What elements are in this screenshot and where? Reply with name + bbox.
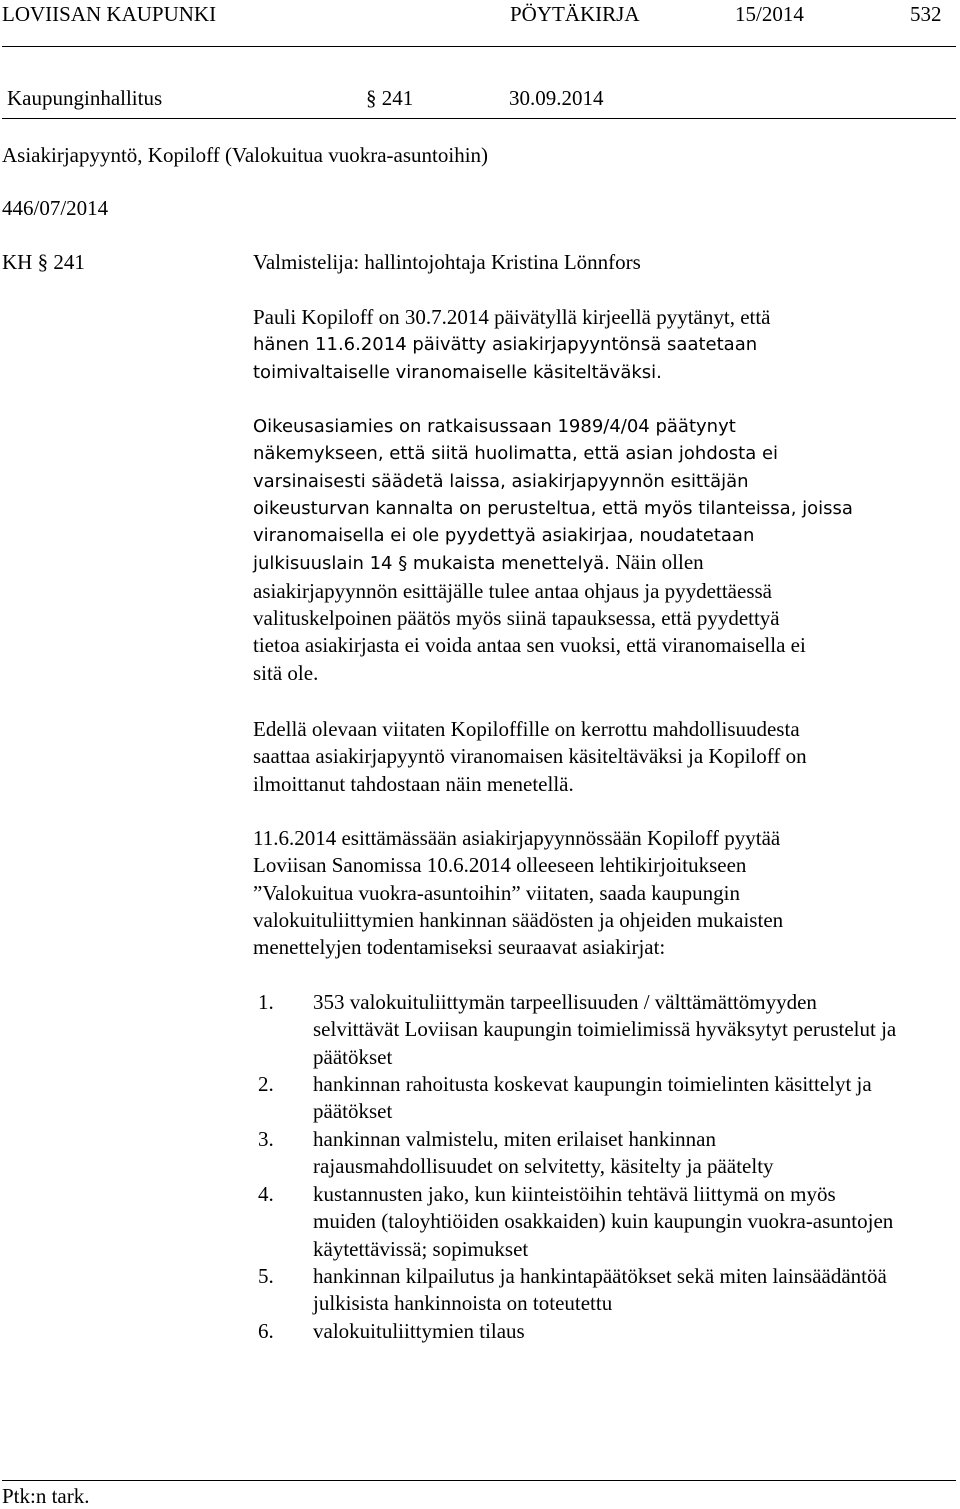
page-number: 532 [910,2,942,26]
footer-initials-label: Ptk:n tark. [2,1484,90,1508]
document-type: PÖYTÄKIRJA [510,2,640,26]
list-item-line: rajausmahdollisuudet on selvitetty, käsitelty ja päätelty [313,1154,774,1179]
text-line: näkemykseen, että siitä huolimatta, että asian johdosta ei [253,443,779,465]
text-line: ilmoittanut tahdostaan näin menetellä. [253,771,574,796]
list-item-line: päätökset [313,1099,393,1124]
list-item-line: päätökset [313,1044,393,1069]
document-number: 15/2014 [735,2,804,26]
paragraph-3 [253,716,807,798]
list-item-line: muiden (taloyhtiöiden osakkaiden) kuin kaupungin vuokra-asuntojen [313,1209,894,1234]
text-line: Pauli Kopiloff on 30.7.2014 päivätyllä kirjeellä pyytänyt, että [253,305,771,329]
paragraph-4 [253,825,783,961]
list-number: 6. [258,1319,274,1343]
paragraph-1 [253,304,771,386]
list-item-line: valokuituliittymien tilaus [313,1319,525,1343]
text-line: saattaa asiakirjapyyntö viranomaisen käsiteltäväksi ja Kopiloff on [253,744,807,769]
text-line: menettelyjen todentamiseksi seuraavat asiakirjat: [253,935,666,960]
case-title: Asiakirjapyyntö, Kopiloff (Valokuitua vuokra-asuntoihin) [2,143,489,167]
text-line: Oikeusasiamies on ratkaisussaan 1989/4/04 päätynyt [253,416,736,437]
meeting-rule [2,118,956,119]
list-item-line: julkisista hankinnoista on toteutettu [313,1291,613,1316]
list-item-line: hankinnan rahoitusta koskevat kaupungin toimielinten käsittelyt ja [313,1072,872,1096]
header-rule [2,46,956,47]
meeting-body: Kaupunginhallitus [7,86,163,110]
list-number: 4. [258,1182,274,1206]
case-label: KH § 241 [2,250,85,274]
list-item-line: hankinnan kilpailutus ja hankintapäätökset sekä miten lainsäädäntöä [313,1264,887,1288]
text-line: asiakirjapyynnön esittäjälle tulee antaa ohjaus ja pyydettäessä [253,578,772,603]
text-segment: Näin ollen [615,550,704,575]
text-line: oikeusturvan kannalta on perusteltua, että myös tilanteissa, joissa [253,497,853,519]
meeting-date: 30.09.2014 [509,86,604,110]
paragraph-2 [253,413,853,687]
text-segment: julkisuuslain 14 § mukaista menettelyä. [253,553,610,575]
text-line: valituskelpoinen päätös myös siinä tapauksessa, että pyydettyä [253,606,780,631]
meeting-section: § 241 [366,86,414,110]
list-number: 1. [258,990,274,1014]
text-line: viranomaisella ei ole pyydettyä asiakirjaa, noudatetaan [253,525,755,547]
text-line: hänen 11.6.2014 päivätty asiakirjapyyntönsä saatetaan [253,334,758,356]
text-line: varsinaisesti säädetä laissa, asiakirjapyynnön esittäjän [253,470,749,492]
text-line: tietoa asiakirjasta ei voida antaa sen vuoksi, että viranomaisella ei [253,633,806,658]
footer-rule [2,1480,956,1481]
city-name: LOVIISAN KAUPUNKI [2,2,217,26]
list-number: 2. [258,1072,274,1096]
list-item-line: 353 valokuituliittymän tarpeellisuuden / välttämättömyyden [313,990,817,1014]
list-item-line: selvittävät Loviisan kaupungin toimielimissä hyväksytyt perustelut ja [313,1017,897,1042]
text-line: valokuituliittymien hankinnan säädösten ja ohjeiden mukaisten [253,907,784,932]
reference-number: 446/07/2014 [2,196,109,220]
text-line: Edellä olevaan viitaten Kopiloffille on kerrottu mahdollisuudesta [253,717,800,741]
text-line: sitä ole. [253,660,319,685]
list-number: 5. [258,1264,274,1288]
text-line: Loviisan Sanomissa 10.6.2014 olleeseen lehtikirjoitukseen [253,853,747,878]
preparer: Valmistelija: hallintojohtaja Kristina Lönnfors [253,250,641,274]
text-line: 11.6.2014 esittämässään asiakirjapyynnössään Kopiloff pyytää [253,826,781,850]
list-number: 3. [258,1127,274,1151]
list-item-line: hankinnan valmistelu, miten erilaiset hankinnan [313,1127,716,1151]
text-line: toimivaltaiselle viranomaiselle käsiteltäväksi. [253,361,662,383]
list-item-line: käytettävissä; sopimukset [313,1236,529,1261]
text-line [253,549,853,577]
text-line: ”Valokuitua vuokra-asuntoihin” viitaten, saada kaupungin [253,880,740,905]
list-item-line: kustannusten jako, kun kiinteistöihin tehtävä liittymä on myös [313,1182,836,1206]
